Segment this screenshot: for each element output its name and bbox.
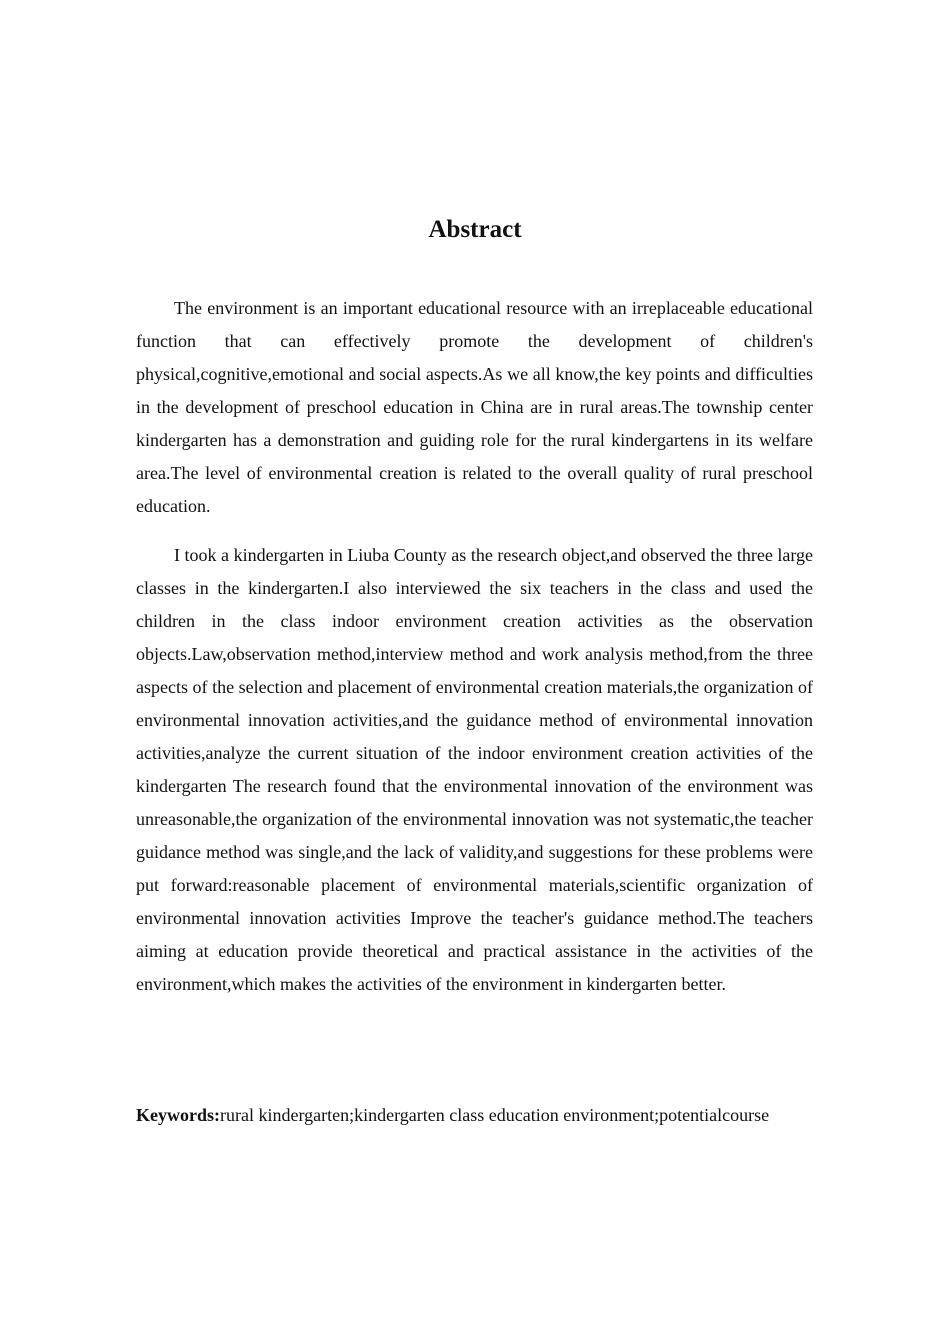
keywords-line (136, 1099, 836, 1132)
abstract-paragraph-2: I took a kindergarten in Liuba County as the research object,and observed the three large classes in the kindergarten.I also interviewed the six teachers in the class and used the children in the class indoor environment creation activities as the observation objects.Law,observation method,interview method and work analysis method,from the three aspects of the selection and placement of environmental creation materials,the organization of environmental innovation activities,and the guidance method of environmental innovation activities,analyze the current situation of the indoor environment creation activities of the kindergarten The research found that the environmental innovation of the environment was unreasonable,the organization of the environmental innovation was not systematic,the teacher guidance method was single,and the lack of validity,and suggestions for these problems were put forward:reasonable placement of environmental materials,scientific organization of environmental innovation activities Improve the teacher's guidance method.The teachers aiming at education provide theoretical and practical assistance in the activities of the environment,which makes the activities of the environment in kindergarten better. (136, 545, 813, 994)
keywords-text: rural kindergarten;kindergarten class education environment;potentialcourse (220, 1105, 770, 1125)
keywords-label: Keywords: (136, 1105, 220, 1125)
abstract-title: Abstract (428, 216, 522, 243)
abstract-paragraph-1: The environment is an important educational resource with an irreplaceable educational function that can effectively promote the development of children's physical,cognitive,emotional and social aspects.As we all know,the key points and difficulties in the development of preschool education in China are in rural areas.The township center kindergarten has a demonstration and guiding role for the rural kindergartens in its welfare area.The level of environmental creation is related to the overall quality of rural preschool education. (136, 298, 813, 516)
